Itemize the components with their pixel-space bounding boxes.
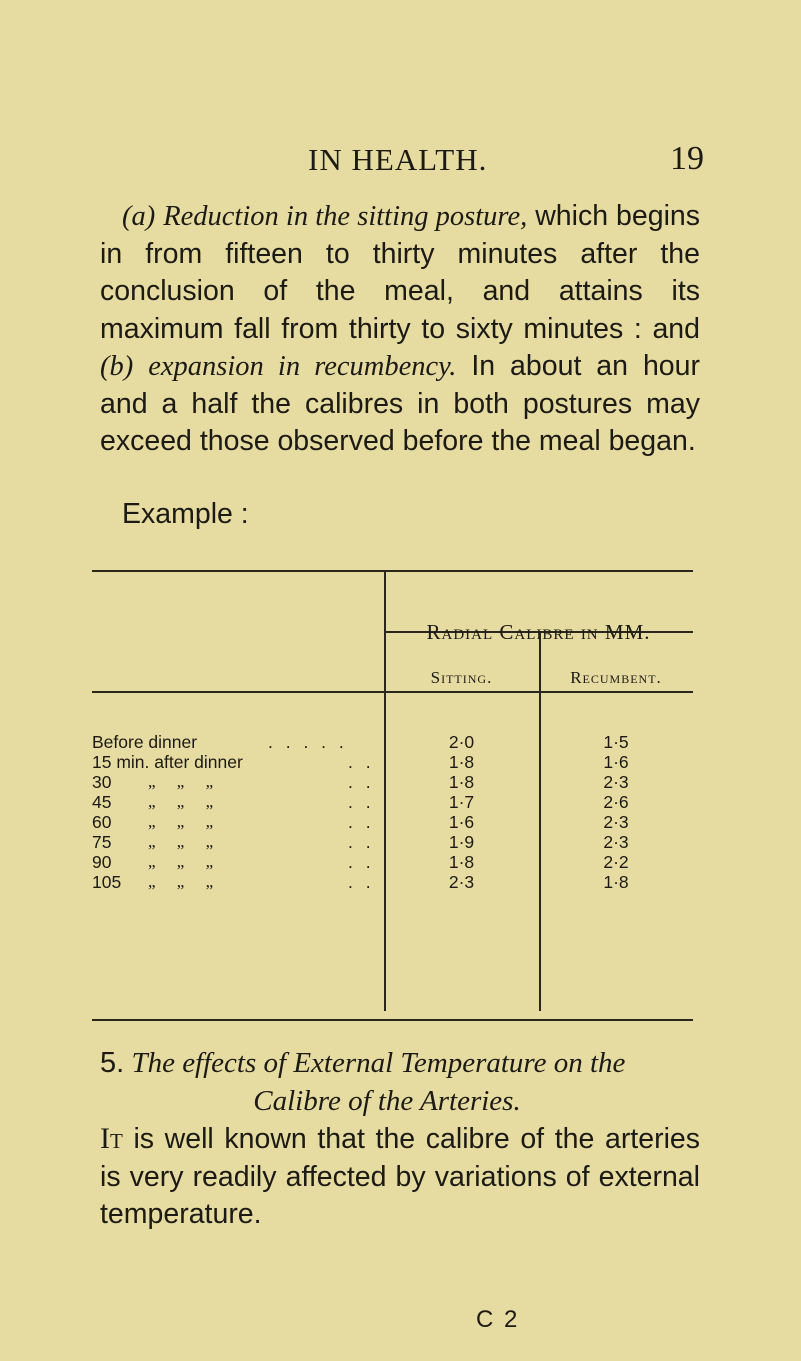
table-header-rule (92, 691, 693, 693)
row-leader-dots: . . . . . (268, 732, 348, 752)
ditto-marks: „ „ „ (148, 792, 214, 811)
row-label: 60 (92, 812, 112, 832)
sitting-value: 1·8 (448, 752, 475, 772)
row-leader-dots: . . (348, 852, 375, 872)
section-number: 5. (100, 1047, 125, 1079)
row-leader-dots: . . (348, 812, 375, 832)
row-label: 75 (92, 832, 112, 852)
recumbent-value: 2·6 (603, 792, 629, 812)
header-sitting: Sitting. (430, 668, 493, 687)
section-title-line2: Calibre of the Arteries. (253, 1085, 521, 1117)
row-label: 105 (92, 872, 122, 892)
table-bottom-rule (92, 1019, 693, 1021)
paragraph-text: is well known that the calibre of the arteries is very readily affected by variations of external temperature. (100, 1123, 700, 1230)
row-label: 15 min. after dinner (92, 752, 243, 772)
sitting-value: 2·3 (448, 872, 475, 892)
row-label: 45 (92, 792, 112, 812)
recumbent-value: 1·6 (603, 752, 629, 772)
row-leader-dots: . . (348, 772, 375, 792)
table-body (92, 732, 693, 892)
example-label: Example : (122, 498, 249, 530)
paragraph-temperature (100, 1120, 700, 1234)
paragraph-reduction-expansion (100, 198, 700, 461)
header-recumbent: Recumbent. (570, 668, 662, 687)
text-b: In about an hour and a half the calibres in both postures may exceed those observed before the meal began. (100, 350, 700, 457)
ditto-marks: „ „ „ (148, 812, 214, 831)
row-leader-dots: . . (348, 752, 375, 772)
recumbent-value: 1·5 (603, 732, 629, 752)
row-label: Before dinner (92, 732, 198, 752)
table-row (92, 872, 693, 892)
sitting-value: 1·9 (448, 832, 475, 852)
recumbent-value: 2·2 (603, 852, 629, 872)
ditto-marks: „ „ „ (148, 852, 214, 871)
row-leader-dots: . . (348, 792, 375, 812)
running-title: IN HEALTH. (308, 142, 488, 177)
recumbent-value: 1·8 (603, 872, 629, 892)
section-title-line1: The effects of External Temperature on the (131, 1047, 626, 1079)
section-heading (100, 1044, 710, 1120)
table-row (92, 752, 693, 772)
italic-reduction: Reduction in the sitting posture, (163, 201, 528, 232)
row-leader-dots: . . (348, 832, 375, 852)
ditto-marks: „ „ „ (148, 832, 214, 851)
row-label: 90 (92, 852, 112, 872)
italic-expansion: expansion in recumbency. (148, 351, 457, 382)
table-row (92, 812, 693, 832)
marker-b: (b) (100, 351, 134, 382)
recumbent-value: 2·3 (603, 812, 629, 832)
row-leader-dots: . . (348, 872, 375, 892)
ditto-marks: „ „ „ (148, 872, 214, 891)
paragraph-lead-word: It (100, 1122, 123, 1155)
table-row (92, 832, 693, 852)
signature-mark: C 2 (476, 1306, 520, 1333)
text-a: which begins in from fifteen to thirty minutes after the conclusion of the meal, and attains its maximum fall from thirty to sixty minutes : and (100, 200, 700, 345)
calibre-table (92, 570, 693, 1020)
row-label: 30 (92, 772, 112, 792)
header-radial-calibre: Radial Calibre in MM. (426, 620, 651, 644)
sitting-value: 1·6 (448, 812, 475, 832)
sitting-value: 1·8 (448, 772, 475, 792)
sitting-value: 2·0 (448, 732, 475, 752)
table-top-rule (92, 570, 693, 572)
recumbent-value: 2·3 (603, 772, 629, 792)
page-number: 19 (670, 140, 704, 177)
ditto-marks: „ „ „ (148, 772, 214, 791)
running-header (120, 142, 720, 186)
recumbent-value: 2·3 (603, 832, 629, 852)
marker-a: (a) (122, 201, 156, 232)
table-row (92, 772, 693, 792)
table-row (92, 792, 693, 812)
sitting-value: 1·8 (448, 852, 475, 872)
table-row (92, 852, 693, 872)
table-row (92, 732, 693, 752)
sitting-value: 1·7 (448, 792, 475, 812)
